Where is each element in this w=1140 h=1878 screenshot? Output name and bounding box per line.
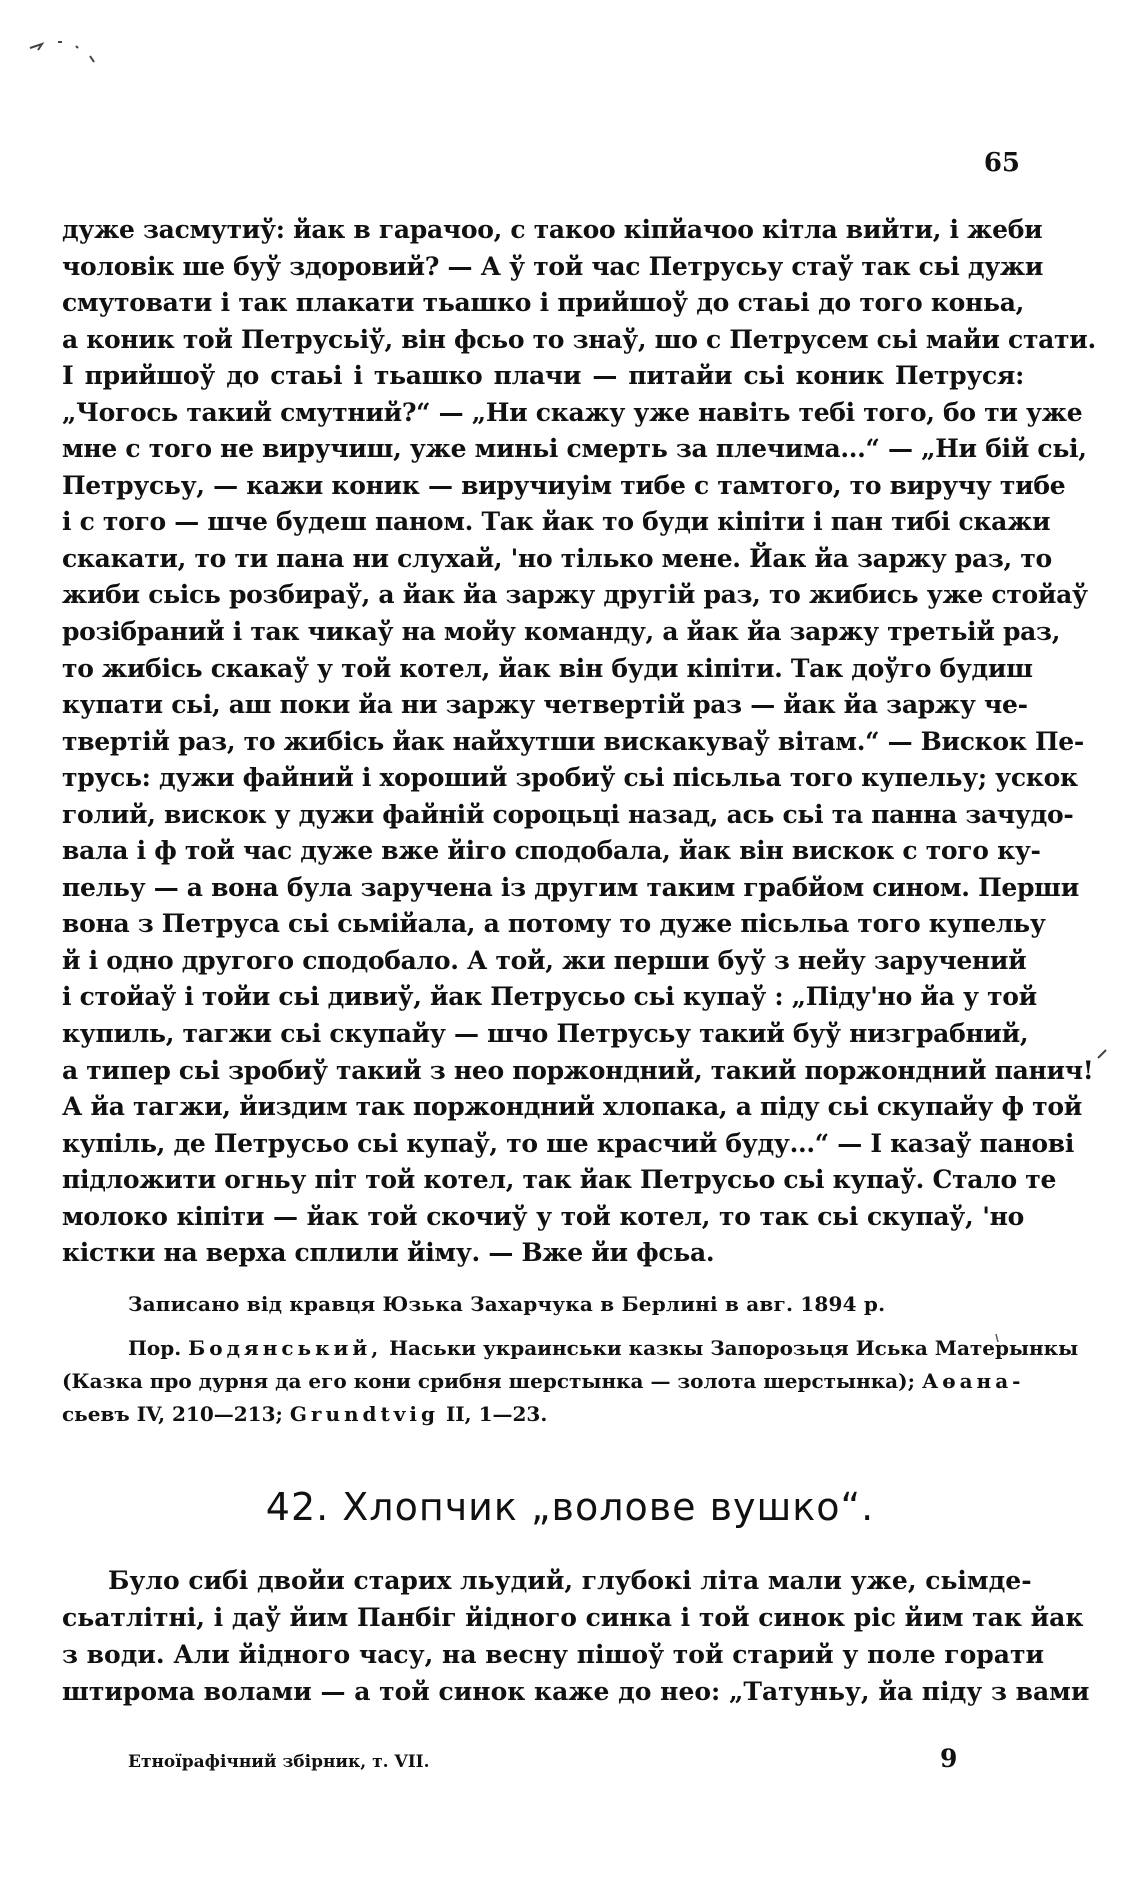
reference-text: (Казка про дурня да его кони срибня шерстынка — золота шерстынка);	[62, 1369, 915, 1393]
text-line: пельу — а вона була заручена із другим таким грабйом сином. Перши	[62, 872, 1079, 902]
reference-line	[62, 1365, 1024, 1398]
text-line: дуже засмутиў: йак в гарачоо, с такоо кіпйачоо кітла вийти, і жеби	[62, 215, 1043, 244]
reference-author: Grundtvig	[289, 1402, 439, 1426]
scan-mark-small	[992, 1332, 1002, 1352]
text-line: і с того — шче будеш паном. Так йак то буди кіпіти і пан тибі скажи	[62, 507, 1051, 537]
text-line: купати сьі, аш поки йа ни заржу четвертій раз — йак йа заржу че-	[62, 690, 1028, 720]
text-line: розібраний і так чикаў на мойу команду, а йак йа заржу третьій раз,	[62, 617, 1061, 647]
text-line: Було сибі двойи старих льудий, глубокі літа мали уже, сьімде-	[108, 1566, 1032, 1595]
reference-author: сьевъ	[62, 1402, 130, 1426]
text-line: вона з Петруса сьі сьмійала, а потому то дуже пісьльа того купельу	[62, 909, 1046, 939]
scan-mark-right	[1094, 1044, 1114, 1064]
story-title: 42. Хлопчик „волове вушко“.	[265, 1485, 875, 1529]
text-line: з води. Али йідного часу, на весну пішоў той старий у поле горати	[62, 1640, 1045, 1669]
story-text	[62, 1562, 1090, 1710]
text-line: „Чогось такий смутний?“ — „Ни скажу уже навіть тебі того, бо ти уже	[62, 397, 1083, 427]
reference-text: Наськи украинськи казкы Запорозьця Иська Матерынкы	[389, 1336, 1079, 1360]
record-note: Записано від кравця Юзька Захарчука в Берлині в авг. 1894 р.	[128, 1292, 886, 1316]
text-line: кістки на верха сплили йіму. — Вже йи фсьа.	[62, 1238, 715, 1268]
reference-line	[62, 1332, 1079, 1365]
text-line: твертій раз, то жибісь йак найхутши вискакуваў вітам.“ — Вискок Пе-	[62, 726, 1084, 756]
text-line: й і одно другого сподобало. А той, жи перши буў з нейу заручений	[62, 945, 1027, 975]
text-line: чоловік ше буў здоровий? — А ў той час Петрусьу стаў так сьі дужи	[62, 251, 1044, 281]
text-line: мне с того не виручиш, уже миньі смерть за плечима...“ — „Ни бій сьі,	[62, 434, 1087, 464]
reference-line	[62, 1398, 1024, 1431]
text-line: І прийшоў до стаьі і тьашко плачи — питайи сьі коник Петруся:	[62, 361, 1024, 391]
text-line: купиль, тагжи сьі скупайу — шчо Петрусьу такий буў низграбний,	[62, 1019, 1029, 1049]
reference-prefix: Пор.	[128, 1336, 182, 1360]
text-line: скакати, то ти пана ни слухай, 'но тілько мене. Йак йа заржу раз, то	[62, 543, 1052, 573]
text-line: і стойаў і тойи сьі дивиў, йак Петрусьо сьі купаў : „Піду'но йа у той	[62, 982, 1037, 1012]
references	[62, 1332, 1079, 1431]
footer-signature-mark: 9	[940, 1744, 958, 1773]
text-line: смутовати і так плакати тьашко і прийшоў до стаьі до того коньа,	[62, 288, 1024, 318]
text-line: молоко кіпіти — йак той скочиў у той котел, то так сьі скупаў, 'но	[62, 1201, 1024, 1231]
text-line: трусь: дужи файний і хороший зробиў сьі пісьльа того купельу; ускок	[62, 763, 1078, 793]
text-line: Петрусьу, — кажи коник — виручиуім тибе с тамтого, то виручу тибе	[62, 470, 1066, 500]
text-line: купіль, де Петрусьо сьі купаў, то ше красчий буду...“ — І казаў панові	[62, 1128, 1075, 1158]
reference-author: Аөана-	[921, 1369, 1025, 1393]
text-line: вала і ф той час дуже вже йіго сподобала, йак він вискок с того ку-	[62, 836, 1041, 866]
reference-text: II, 1—23.	[445, 1402, 548, 1426]
text-line: а коник той Петрусьіў, він фсьо то знаў, шо с Петрусем сьі майи стати.	[62, 324, 1096, 354]
scan-mark-top-left	[28, 34, 148, 74]
text-line: то жибісь скакаў у той котел, йак він буди кіпіти. Так доўго будиш	[62, 653, 1033, 683]
body-text	[62, 212, 1096, 1272]
footer-collection-title: Етноїрафічний збірник, т. VII.	[128, 1752, 430, 1772]
reference-text: IV, 210—213;	[136, 1402, 283, 1426]
reference-author: Бодянський,	[188, 1336, 383, 1360]
text-line: голий, вискок у дужи файній сороцьці назад, ась сьі та панна зачудо-	[62, 799, 1074, 829]
text-line: сьатлітні, і даў йим Панбіг йідного синка і той синок ріс йим так йак	[62, 1603, 1084, 1632]
page-number: 65	[983, 148, 1020, 178]
text-line: підложити огньу піт той котел, так йак Петрусьо сьі купаў. Стало те	[62, 1165, 1057, 1195]
text-line: А йа тагжи, йиздим так поржондний хлопака, а піду сьі скупайу ф той	[62, 1092, 1082, 1122]
text-line: жиби сьісь розбираў, а йак йа заржу другій раз, то жибись уже стойаў	[62, 580, 1088, 610]
text-line: штирома волами — а той синок каже до нео: „Татуньу, йа піду з вами	[62, 1677, 1090, 1706]
text-line: а типер сьі зробиў такий з нео поржондний, такий поржондний панич!	[62, 1055, 1094, 1085]
